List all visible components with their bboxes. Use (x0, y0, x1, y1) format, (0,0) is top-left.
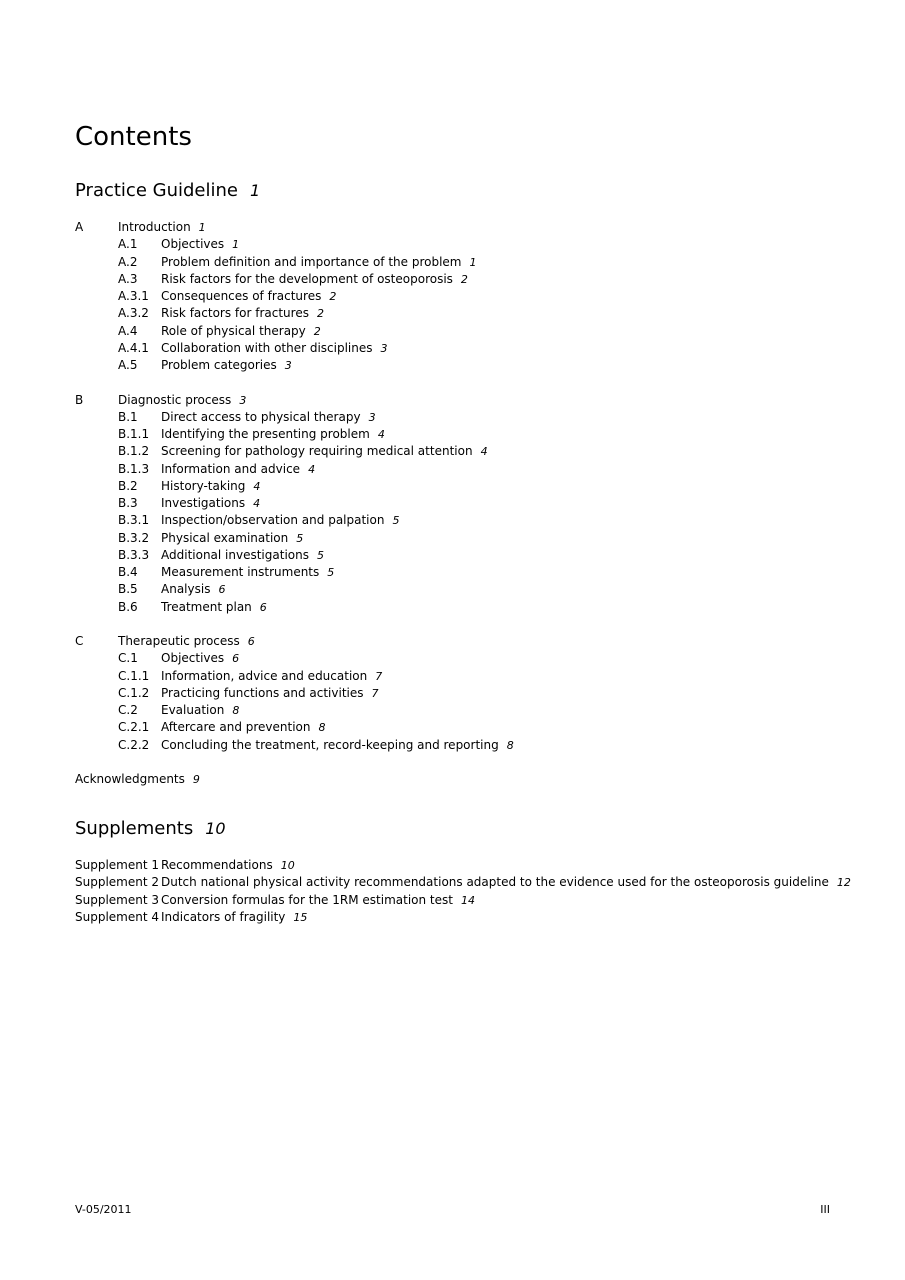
item-title: Consequences of fractures (161, 289, 322, 303)
item-title: Objectives (161, 651, 225, 666)
heading-page: 10 (205, 819, 226, 838)
item-page: 5 (327, 566, 335, 579)
item-number: C.2 (118, 703, 138, 717)
item-title: Identifying the presenting problem (161, 427, 370, 441)
item-title: Practicing functions and activities (161, 685, 364, 700)
toc-sections (75, 219, 835, 788)
item-title: History-taking (161, 478, 246, 493)
toc-item[interactable] (75, 530, 835, 547)
item-number: A.2 (118, 254, 138, 269)
item-title: Problem categories (161, 358, 277, 372)
item-number: C.2.2 (118, 737, 150, 752)
item-number: B.1.2 (118, 444, 150, 459)
page-title: Contents (75, 122, 192, 152)
toc-supplement[interactable] (75, 857, 835, 874)
item-number: B.1.1 (118, 427, 150, 441)
item-page: 3 (368, 410, 376, 424)
supplement-number: Supplement 3 (75, 892, 160, 907)
item-number: A.3 (118, 271, 138, 286)
item-page: 1 (469, 255, 477, 269)
item-page: 8 (506, 738, 514, 752)
item-page: 2 (329, 290, 337, 303)
practice-guideline-heading (75, 179, 260, 203)
toc-item[interactable] (75, 254, 835, 271)
toc-item[interactable] (75, 702, 835, 719)
toc-supplement[interactable] (75, 892, 835, 909)
item-title: Measurement instruments (161, 565, 320, 579)
toc-item[interactable] (75, 495, 835, 512)
toc-item[interactable] (75, 599, 835, 616)
toc-item[interactable] (75, 357, 835, 374)
item-page: 4 (377, 428, 385, 441)
heading-label: Supplements (75, 818, 194, 839)
item-page: 6 (232, 652, 240, 666)
supplement-page: 12 (836, 876, 851, 890)
item-page: 2 (313, 324, 321, 338)
toc-item[interactable] (75, 271, 835, 288)
toc-supplement[interactable] (75, 909, 835, 926)
toc-section-a[interactable] (75, 219, 835, 236)
toc-acknowledgments[interactable] (75, 771, 835, 788)
item-number: A.5 (118, 358, 138, 372)
item-page: 3 (380, 341, 388, 355)
toc-item[interactable] (75, 650, 835, 667)
toc-item[interactable] (75, 581, 835, 598)
section-title: Therapeutic process (118, 634, 240, 648)
item-page: 5 (296, 531, 304, 545)
item-page: 7 (375, 669, 383, 683)
section-page: 1 (198, 221, 206, 234)
item-page: 4 (253, 497, 261, 510)
item-title: Evaluation (161, 703, 225, 717)
item-number: B.1 (118, 409, 138, 424)
item-title: Problem definition and importance of the problem (161, 254, 462, 269)
item-page: 2 (316, 307, 324, 321)
item-title: Risk factors for the development of osteoporosis (161, 271, 453, 286)
footer-version: V-05/2011 (75, 1203, 132, 1216)
toc-item[interactable] (75, 426, 835, 443)
item-title: Collaboration with other disciplines (161, 340, 373, 355)
item-title: Information, advice and education (161, 668, 368, 683)
item-page: 3 (284, 359, 292, 372)
item-number: B.4 (118, 565, 138, 579)
item-page: 7 (371, 686, 379, 700)
item-page: 5 (392, 514, 400, 528)
acknowledgments-page: 9 (192, 773, 200, 786)
item-number: B.3.2 (118, 530, 150, 545)
supplements-heading (75, 817, 226, 841)
item-title: Information and advice (161, 461, 301, 476)
supplement-title: Indicators of fragility (161, 909, 286, 924)
item-title: Objectives (161, 237, 225, 252)
acknowledgments-title: Acknowledgments (75, 772, 185, 786)
item-title: Analysis (161, 582, 211, 597)
supplement-title: Recommendations (161, 858, 273, 872)
supplement-title: Dutch national physical activity recommendations adapted to the evidence used for the osteoporosis guideline (161, 875, 829, 890)
item-title: Physical examination (161, 530, 289, 545)
item-page: 6 (259, 600, 267, 614)
item-page: 2 (460, 272, 468, 286)
toc-item[interactable] (75, 547, 835, 564)
toc-item[interactable] (75, 512, 835, 529)
toc-section-c[interactable] (75, 633, 835, 650)
item-page: 4 (253, 479, 261, 493)
item-number: B.3.1 (118, 513, 150, 528)
item-title: Role of physical therapy (161, 323, 306, 338)
supplement-page: 14 (460, 893, 475, 907)
supplement-number: Supplement 1 (75, 858, 160, 872)
toc-item[interactable] (75, 685, 835, 702)
heading-page: 1 (249, 181, 261, 200)
item-number: B.3 (118, 496, 138, 510)
item-page: 5 (316, 548, 324, 562)
toc-supplement[interactable] (75, 874, 851, 891)
item-number: B.5 (118, 582, 138, 597)
toc-item[interactable] (75, 478, 835, 495)
item-title: Concluding the treatment, record-keeping and reporting (161, 737, 499, 752)
item-number: C.1.1 (118, 668, 150, 683)
item-page: 6 (218, 583, 226, 597)
section-number: A (75, 220, 84, 234)
supplement-title: Conversion formulas for the 1RM estimation test (161, 892, 453, 907)
item-number: C.2.1 (118, 720, 150, 735)
toc-item[interactable] (75, 409, 835, 426)
toc-item[interactable] (75, 564, 835, 581)
item-number: B.3.3 (118, 547, 150, 562)
section-page: 3 (239, 393, 247, 407)
item-title: Direct access to physical therapy (161, 409, 361, 424)
item-number: C.1 (118, 651, 138, 666)
supplement-number: Supplement 4 (75, 909, 160, 924)
item-number: A.3.2 (118, 306, 149, 321)
supplement-number: Supplement 2 (75, 875, 160, 890)
toc-item[interactable] (75, 236, 835, 253)
toc-item[interactable] (75, 737, 835, 754)
supplement-page: 15 (293, 910, 308, 924)
footer-page-number: III (820, 1203, 830, 1216)
toc-item[interactable] (75, 719, 835, 736)
toc-item[interactable] (75, 340, 835, 357)
section-number: C (75, 634, 84, 648)
section-title: Diagnostic process (118, 392, 232, 407)
item-title: Treatment plan (161, 599, 252, 614)
supplement-page: 10 (280, 859, 295, 872)
item-title: Inspection/observation and palpation (161, 513, 385, 528)
toc-item[interactable] (75, 305, 835, 322)
item-number: B.1.3 (118, 461, 150, 476)
section-number: B (75, 392, 84, 407)
toc-item[interactable] (75, 443, 835, 460)
heading-label: Practice Guideline (75, 180, 238, 201)
item-number: A.4 (118, 323, 138, 338)
item-page: 8 (232, 704, 240, 717)
section-page: 6 (247, 635, 255, 648)
item-title: Aftercare and prevention (161, 720, 311, 735)
item-title: Risk factors for fractures (161, 306, 309, 321)
item-page: 8 (318, 721, 326, 735)
item-number: A.3.1 (118, 289, 149, 303)
toc-item[interactable] (75, 668, 835, 685)
toc-item[interactable] (75, 461, 835, 478)
toc-supplements (75, 857, 851, 926)
item-number: B.6 (118, 599, 138, 614)
item-number: B.2 (118, 478, 138, 493)
item-page: 4 (480, 445, 488, 459)
toc-section-b[interactable] (75, 392, 835, 409)
item-page: 4 (308, 462, 316, 476)
item-number: C.1.2 (118, 685, 150, 700)
item-number: A.4.1 (118, 340, 149, 355)
item-title: Screening for pathology requiring medical attention (161, 444, 473, 459)
item-number: A.1 (118, 237, 138, 252)
toc-item[interactable] (75, 323, 835, 340)
section-title: Introduction (118, 220, 191, 234)
item-title: Investigations (161, 496, 246, 510)
item-title: Additional investigations (161, 547, 309, 562)
item-page: 1 (232, 238, 240, 252)
toc-item[interactable] (75, 288, 835, 305)
